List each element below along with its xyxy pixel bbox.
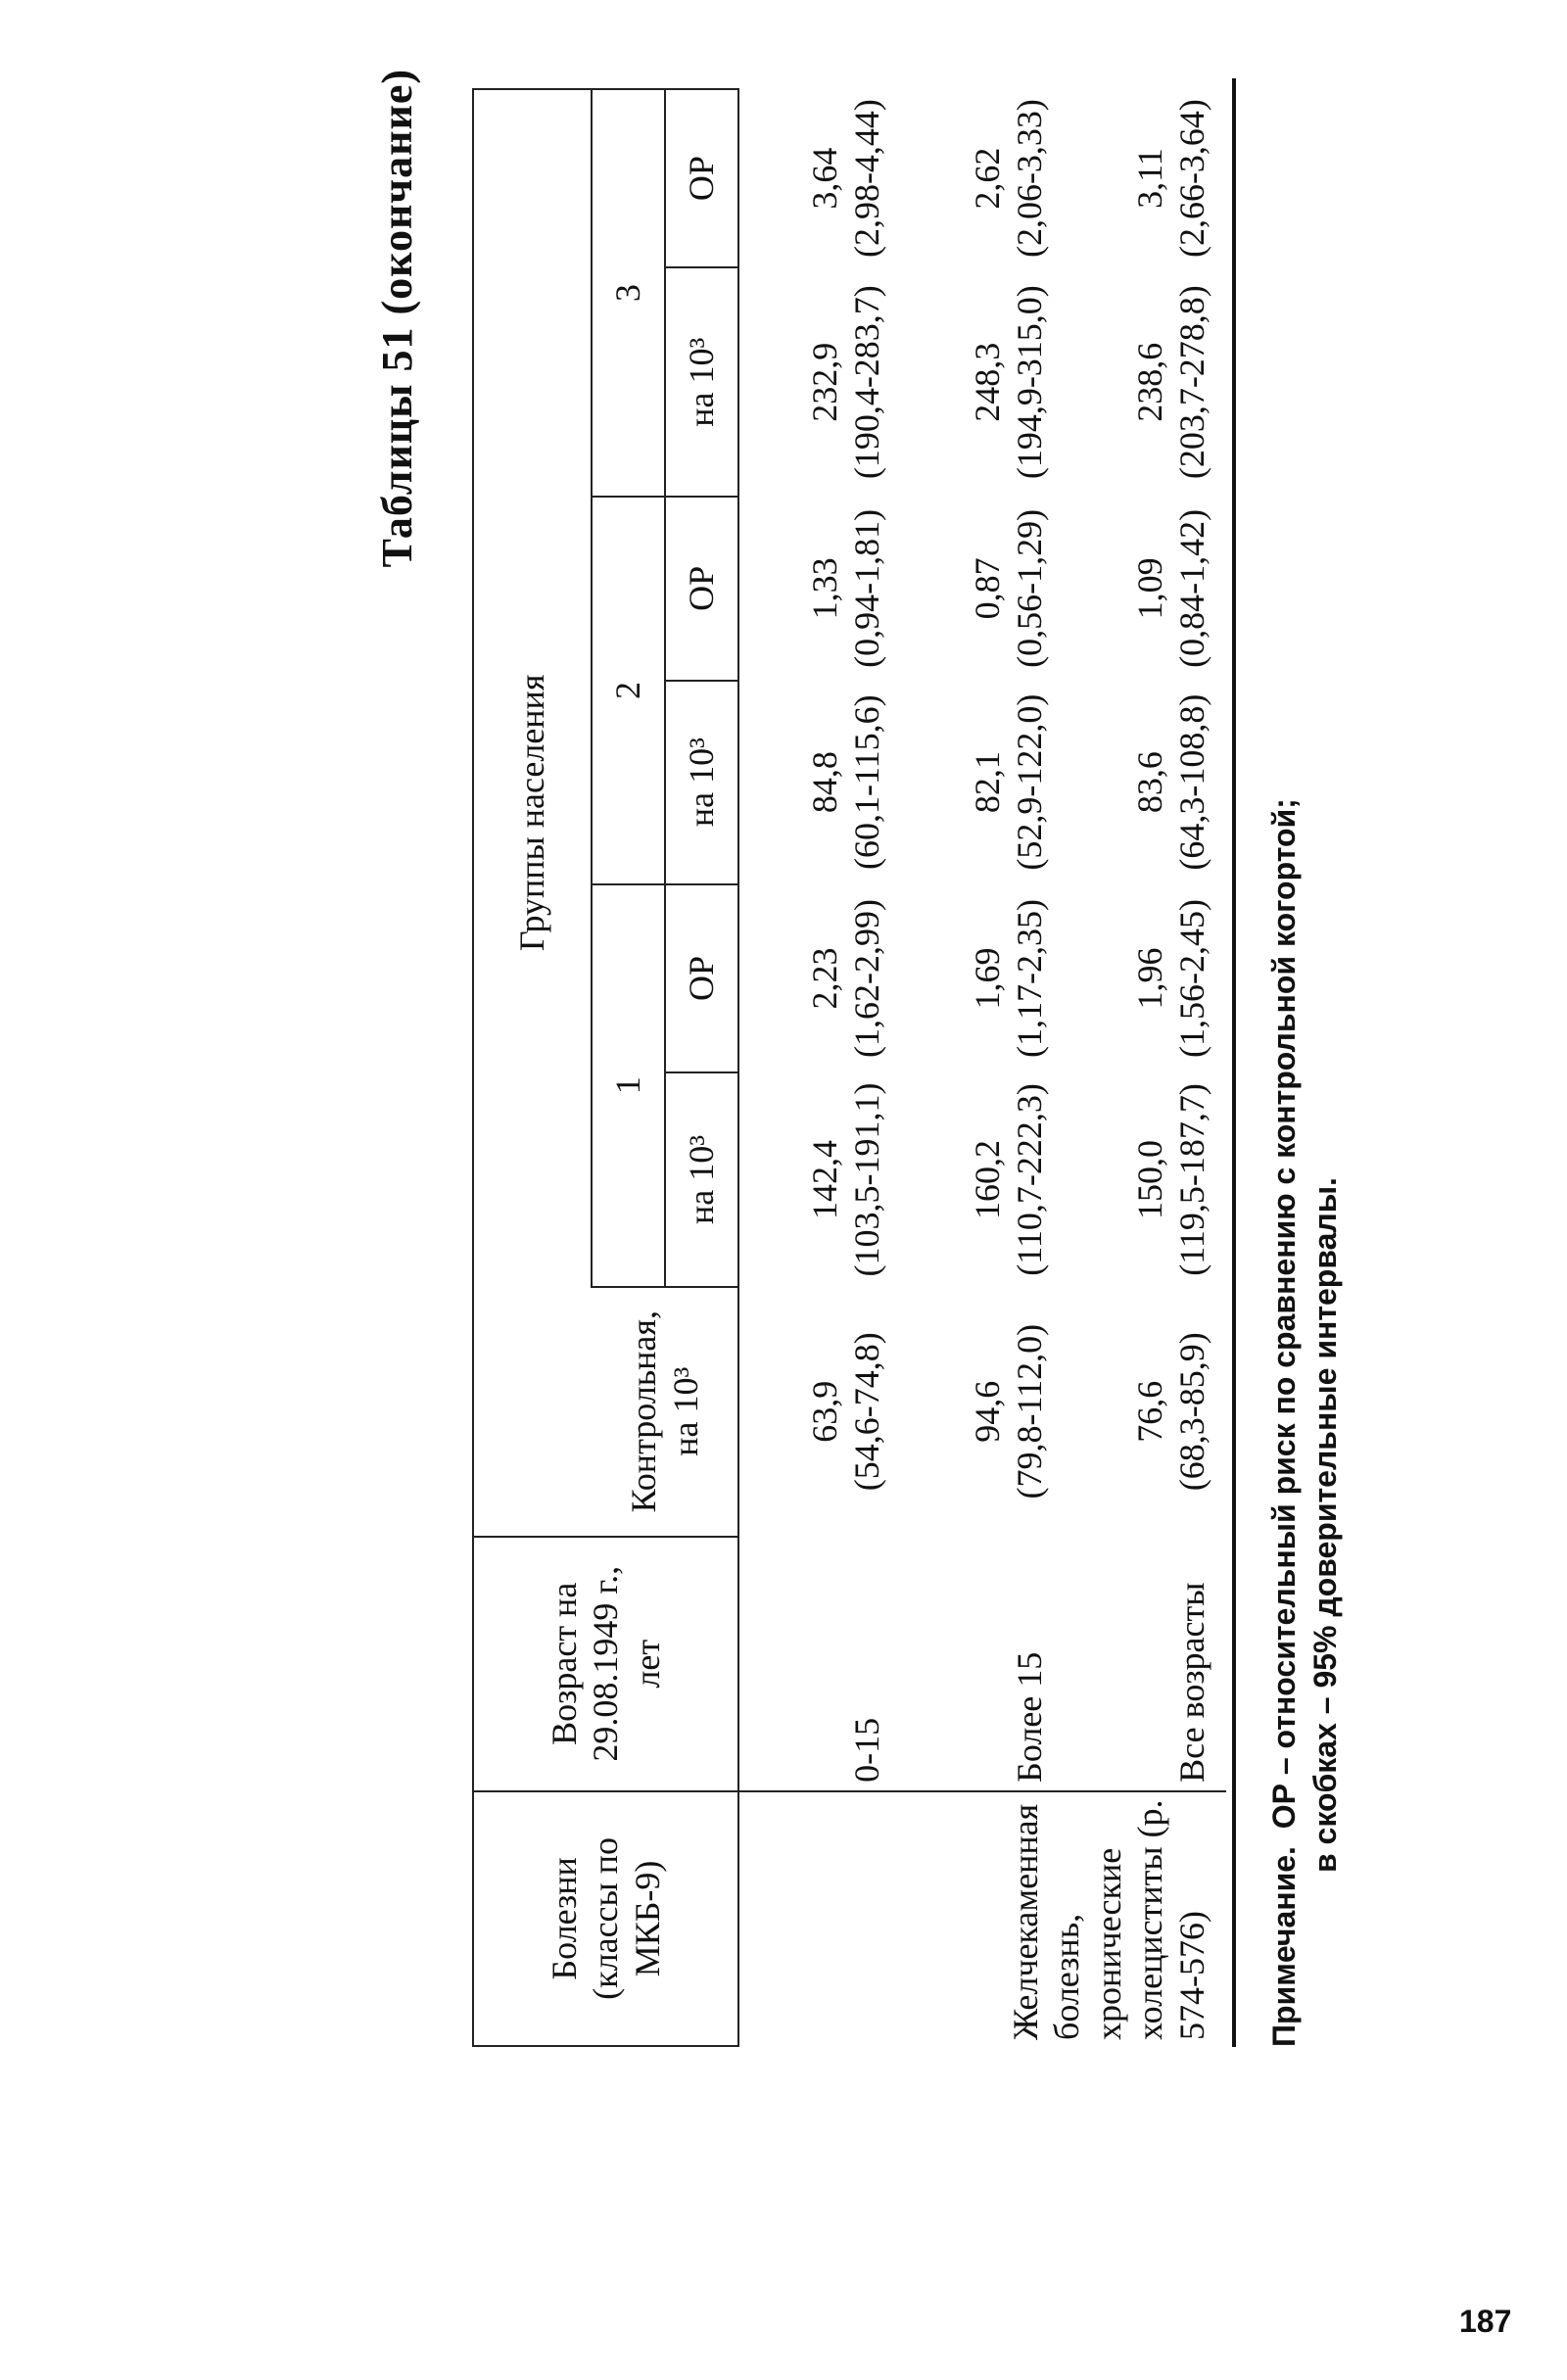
ci: (0,56-1,29) bbox=[1009, 508, 1049, 668]
ci: (203,7-278,8) bbox=[1171, 285, 1211, 480]
ci: (1,56-2,45) bbox=[1171, 898, 1211, 1058]
value: 63,9 bbox=[805, 1380, 845, 1443]
ci: (0,94-1,81) bbox=[846, 508, 886, 668]
ci: (119,5-187,7) bbox=[1171, 1083, 1211, 1276]
value: 1,96 bbox=[1130, 947, 1170, 1010]
ci: (1,62-2,99) bbox=[846, 898, 886, 1058]
g1-per-cell bbox=[1064, 1072, 1226, 1287]
note-label: Примечание. bbox=[1266, 1846, 1302, 2047]
g1-or-cell bbox=[738, 884, 901, 1073]
table-title: Таблицы 51 (окончание) bbox=[373, 69, 421, 568]
value: 2,62 bbox=[968, 147, 1008, 210]
header-disease: Болезни (классы по МКБ-9) bbox=[473, 1791, 738, 2046]
value: 94,6 bbox=[968, 1380, 1008, 1443]
ci: (110,7-222,3) bbox=[1009, 1083, 1049, 1276]
g3-or-cell bbox=[1064, 89, 1226, 267]
header-row-1 bbox=[473, 89, 592, 2046]
value: 232,9 bbox=[805, 342, 845, 422]
table-bottom-rule bbox=[1232, 78, 1236, 2047]
ci: (194,9-315,0) bbox=[1009, 285, 1049, 480]
ci: (2,66-3,64) bbox=[1171, 99, 1211, 259]
control-cell bbox=[738, 1287, 901, 1537]
value: 3,11 bbox=[1130, 148, 1170, 209]
table-row bbox=[1064, 89, 1226, 2046]
value: 238,6 bbox=[1130, 342, 1170, 422]
g1-per-cell bbox=[901, 1072, 1064, 1287]
header-groups: Группы населения bbox=[473, 89, 592, 1537]
ci: (103,5-191,1) bbox=[846, 1082, 886, 1277]
table-row bbox=[901, 89, 1064, 2046]
control-cell bbox=[901, 1287, 1064, 1537]
ci: (190,4-283,7) bbox=[846, 285, 886, 480]
g2-per-cell bbox=[901, 681, 1064, 884]
value: 3,64 bbox=[805, 147, 845, 210]
g3-or-cell bbox=[738, 89, 901, 267]
ci: (79,8-112,0) bbox=[1009, 1323, 1049, 1499]
value: 76,6 bbox=[1130, 1380, 1170, 1443]
header-g1-or: ОР bbox=[665, 884, 738, 1073]
g1-or-cell bbox=[1064, 884, 1226, 1073]
ci: (2,98-4,44) bbox=[846, 99, 886, 259]
row-age: Все возрасты bbox=[1171, 1582, 1211, 1783]
table-row bbox=[738, 89, 901, 2046]
value: 1,69 bbox=[968, 947, 1008, 1010]
g2-or-cell bbox=[1064, 497, 1226, 680]
g2-per-cell bbox=[1064, 681, 1226, 884]
g1-or-cell bbox=[901, 884, 1064, 1073]
header-g3-per: на 10³ bbox=[665, 267, 738, 497]
value: 82,1 bbox=[968, 751, 1008, 814]
g2-or-cell bbox=[901, 497, 1064, 680]
g3-or-cell bbox=[901, 89, 1064, 267]
value: 83,6 bbox=[1130, 751, 1170, 814]
header-g2-or: ОР bbox=[665, 497, 738, 680]
note-line-2: в скобках – 95% доверительные интервалы. bbox=[1307, 1177, 1344, 1873]
value: 160,2 bbox=[968, 1139, 1008, 1219]
ci: (64,3-108,8) bbox=[1171, 693, 1211, 871]
ci: (52,9-122,0) bbox=[1009, 693, 1049, 871]
value: 248,3 bbox=[968, 342, 1008, 422]
page-number: 187 bbox=[1459, 2304, 1512, 2339]
header-g3-or: ОР bbox=[665, 89, 738, 267]
g2-per-cell bbox=[738, 681, 901, 884]
value: 142,4 bbox=[805, 1139, 845, 1219]
ci: (60,1-115,6) bbox=[846, 694, 886, 870]
data-table bbox=[472, 88, 1226, 2047]
row-age: Более 15 bbox=[1009, 1651, 1049, 1783]
header-g2-per: на 10³ bbox=[665, 681, 738, 884]
value: 1,09 bbox=[1130, 557, 1170, 620]
g3-per-cell bbox=[1064, 267, 1226, 497]
disease-name: Желчекаменная болезнь, хронические холециститы (р. 574-576) bbox=[738, 1791, 1226, 2046]
control-cell bbox=[1064, 1287, 1226, 1537]
value: 0,87 bbox=[968, 557, 1008, 620]
value: 150,0 bbox=[1130, 1139, 1170, 1219]
ci: (68,3-85,9) bbox=[1171, 1332, 1211, 1492]
header-group-1: 1 bbox=[592, 884, 665, 1287]
value: 84,8 bbox=[805, 751, 845, 814]
g1-per-cell bbox=[738, 1072, 901, 1287]
header-g1-per: на 10³ bbox=[665, 1072, 738, 1287]
ci: (1,17-2,35) bbox=[1009, 898, 1049, 1058]
row-age: 0-15 bbox=[738, 1537, 901, 1791]
g3-per-cell bbox=[901, 267, 1064, 497]
ci: (0,84-1,42) bbox=[1171, 508, 1211, 668]
header-control: Контрольная, на 10³ bbox=[592, 1287, 739, 1537]
note-text-1: ОР – относительный риск по сравнению с контрольной когортой; bbox=[1266, 798, 1302, 1830]
value: 1,33 bbox=[805, 557, 845, 620]
g2-or-cell bbox=[738, 497, 901, 680]
table-note bbox=[1263, 186, 1346, 2047]
value: 2,23 bbox=[805, 947, 845, 1010]
note-line-1 bbox=[1263, 186, 1305, 2047]
ci: (54,6-74,8) bbox=[846, 1332, 886, 1492]
header-group-3: 3 bbox=[592, 89, 665, 497]
ci: (2,06-3,33) bbox=[1009, 99, 1049, 259]
header-group-2: 2 bbox=[592, 497, 665, 883]
g3-per-cell bbox=[738, 267, 901, 497]
header-age: Возраст на 29.08.1949 г., лет bbox=[473, 1537, 738, 1791]
